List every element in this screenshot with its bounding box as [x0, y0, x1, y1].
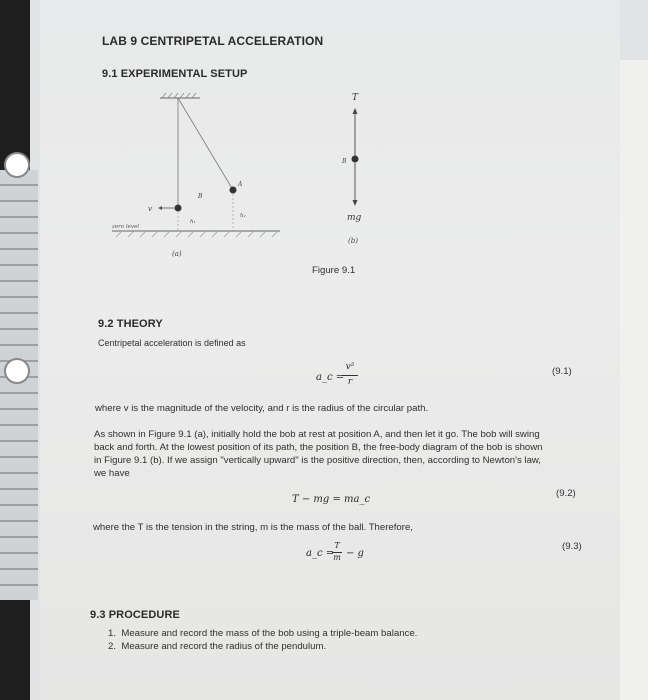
section-heading-procedure: 9.3 PROCEDURE: [90, 609, 180, 621]
eq-9-2: T − mg = ma_c: [292, 494, 371, 505]
step-number: 2.: [108, 641, 122, 652]
binder-ring-icon: [4, 152, 30, 178]
pendulum-string-released: [178, 98, 233, 190]
point-b-label: B: [198, 193, 203, 200]
figure-caption: Figure 9.1: [312, 265, 356, 276]
weight-arrowhead: [353, 200, 358, 206]
tension-label: T: [352, 93, 359, 103]
procedure-list: [108, 627, 417, 653]
free-body-bob: [352, 156, 359, 163]
eq-9-3-lhs: a_c =: [306, 548, 335, 559]
figure-9-1-b: [325, 86, 415, 261]
bob-position-a: [230, 187, 237, 194]
procedure-step: [108, 627, 417, 640]
step-text: Measure and record the mass of the bob using a triple-beam balance.: [121, 628, 418, 639]
velocity-arrowhead: [158, 206, 162, 210]
lab-title: LAB 9 CENTRIPETAL ACCELERATION: [102, 34, 324, 48]
step-text: Measure and record the radius of the pendulum.: [121, 641, 327, 652]
figure-9-1-a: [90, 86, 340, 261]
eq-9-3-number: (9.3): [562, 541, 582, 552]
point-a-label: A: [238, 181, 243, 188]
tension-definition: where the T is the tension in the string, m is the mass of the ball. Therefore,: [93, 522, 413, 533]
theory-intro: Centripetal acceleration is defined as: [98, 338, 246, 348]
ground-hatch: [116, 231, 278, 237]
step-number: 1.: [108, 628, 122, 639]
paragraph-line: back and forth. At the lowest position of its path, the position B, the free-body diagram of the bob is shown: [94, 442, 543, 453]
eq-9-3-numerator: T: [334, 541, 340, 550]
binder-ring-icon: [4, 358, 30, 384]
ceiling-hatch: [162, 93, 196, 98]
document-page: [40, 0, 620, 700]
theory-paragraph: [94, 428, 594, 480]
h2-label: h₂: [240, 213, 246, 219]
paragraph-line: in Figure 9.1 (b). If we assign "vertically upward" is the positive direction, then, according to Newton's law,: [94, 455, 541, 466]
eq-9-1-number: (9.1): [552, 366, 572, 377]
h1-label: h₁: [190, 219, 196, 225]
bob-position-b: [175, 205, 182, 212]
velocity-label: v: [148, 205, 152, 213]
figure-label-b: (b): [348, 237, 358, 245]
procedure-step: [108, 640, 417, 653]
section-heading-setup: 9.1 EXPERIMENTAL SETUP: [102, 68, 248, 80]
eq-9-1-lhs: a_c =: [316, 372, 345, 383]
eq-9-3-rhs: − g: [346, 548, 364, 559]
paragraph-line: we have: [94, 468, 130, 479]
figure-label-a: (a): [172, 250, 182, 258]
eq-9-1-denominator: r: [347, 377, 353, 387]
weight-label: mg: [347, 213, 362, 223]
eq-9-1-numerator: v²: [345, 362, 355, 372]
zero-level-label: zero level: [112, 224, 139, 230]
eq-9-2-number: (9.2): [556, 488, 576, 499]
eq-9-3-denominator: m: [333, 553, 341, 562]
paragraph-line: As shown in Figure 9.1 (a), initially hold the bob at rest at position A, and then let it go. The bob will swing: [94, 429, 540, 440]
eq-9-1-fraction-bar: [342, 375, 358, 376]
next-page-edge: [618, 60, 648, 700]
section-heading-theory: 9.2 THEORY: [98, 318, 163, 330]
velocity-definition: where v is the magnitude of the velocity, and r is the radius of the circular path.: [95, 403, 429, 414]
binder-strip: [0, 170, 38, 600]
point-b-label-fbd: B: [342, 158, 347, 165]
